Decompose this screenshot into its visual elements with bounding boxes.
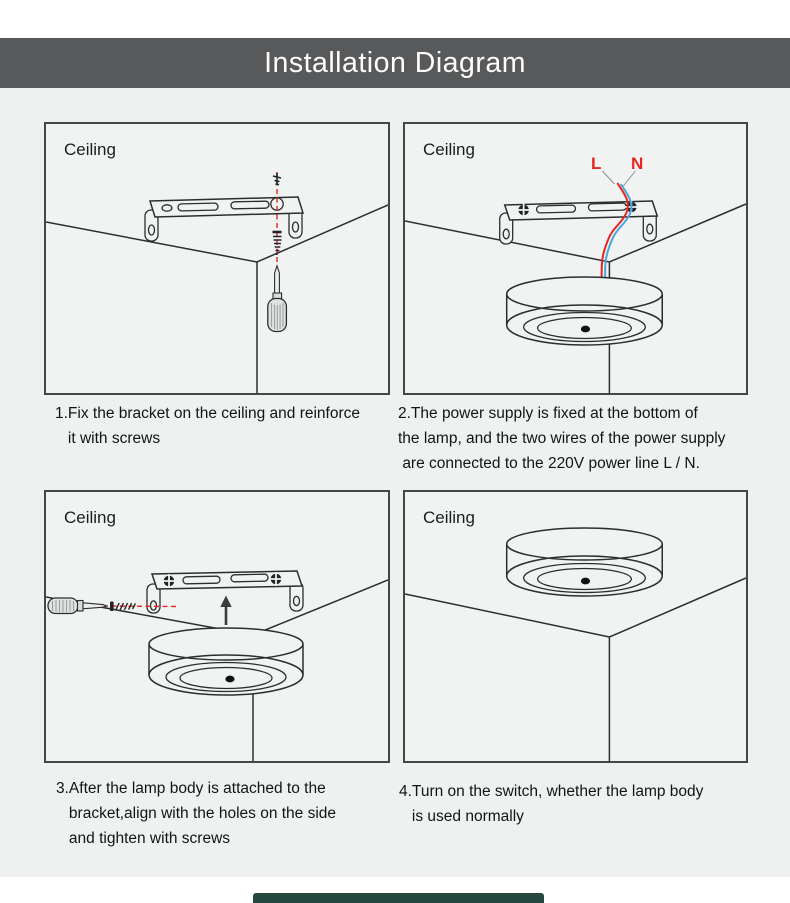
caption-line: bracket,align with the holes on the side <box>56 805 337 822</box>
page-title: Installation Diagram <box>264 46 526 79</box>
caption-line: 3.After the lamp body is attached to the <box>56 780 326 797</box>
step2-panel <box>403 122 748 395</box>
ceiling-label: Ceiling <box>64 140 116 159</box>
ceiling-label: Ceiling <box>64 508 116 527</box>
step2-drawing <box>405 124 746 393</box>
caption-line: are connected to the 220V power line L / N. <box>398 455 700 472</box>
ceiling-corner-lines <box>46 205 388 393</box>
mounting-bracket <box>145 197 303 241</box>
ceiling-lamp <box>507 528 663 596</box>
caption-line: 2.The power supply is fixed at the bottom of <box>398 405 698 422</box>
caption-line: 1.Fix the bracket on the ceiling and reinforce <box>55 405 361 422</box>
step4-caption <box>399 779 774 829</box>
step3-caption <box>56 776 401 851</box>
caption-line: is used normally <box>399 808 524 825</box>
caption-line: it with screws <box>55 430 161 447</box>
step4-panel <box>403 490 748 763</box>
up-arrow-icon <box>220 596 231 626</box>
ceiling-label: Ceiling <box>423 508 475 527</box>
caption-line: and tighten with screws <box>56 830 231 847</box>
ceiling-corner-lines <box>405 578 746 761</box>
step2-caption <box>398 401 773 476</box>
live-wire-label: L <box>591 154 602 173</box>
ceiling-lamp <box>507 277 663 345</box>
step4-drawing <box>405 492 746 761</box>
step1-panel <box>44 122 390 395</box>
caption-line: 4.Turn on the switch, whether the lamp body <box>399 783 704 800</box>
alignment-dashed-line <box>103 606 177 607</box>
ceiling-label: Ceiling <box>423 140 475 159</box>
step1-caption <box>55 401 400 451</box>
mounting-bracket <box>500 200 658 244</box>
ceiling-lamp <box>149 628 303 695</box>
title-bar <box>0 38 790 88</box>
screwdriver-icon <box>268 266 287 332</box>
step3-drawing <box>46 492 388 761</box>
step1-drawing <box>46 124 388 393</box>
diagram-board <box>0 88 790 877</box>
screwdriver-icon <box>48 598 107 614</box>
caption-line: the lamp, and the two wires of the power supply <box>398 430 726 447</box>
step3-panel <box>44 490 390 763</box>
neutral-wire-label: N <box>631 154 644 173</box>
next-section-bar-peek <box>253 893 544 903</box>
